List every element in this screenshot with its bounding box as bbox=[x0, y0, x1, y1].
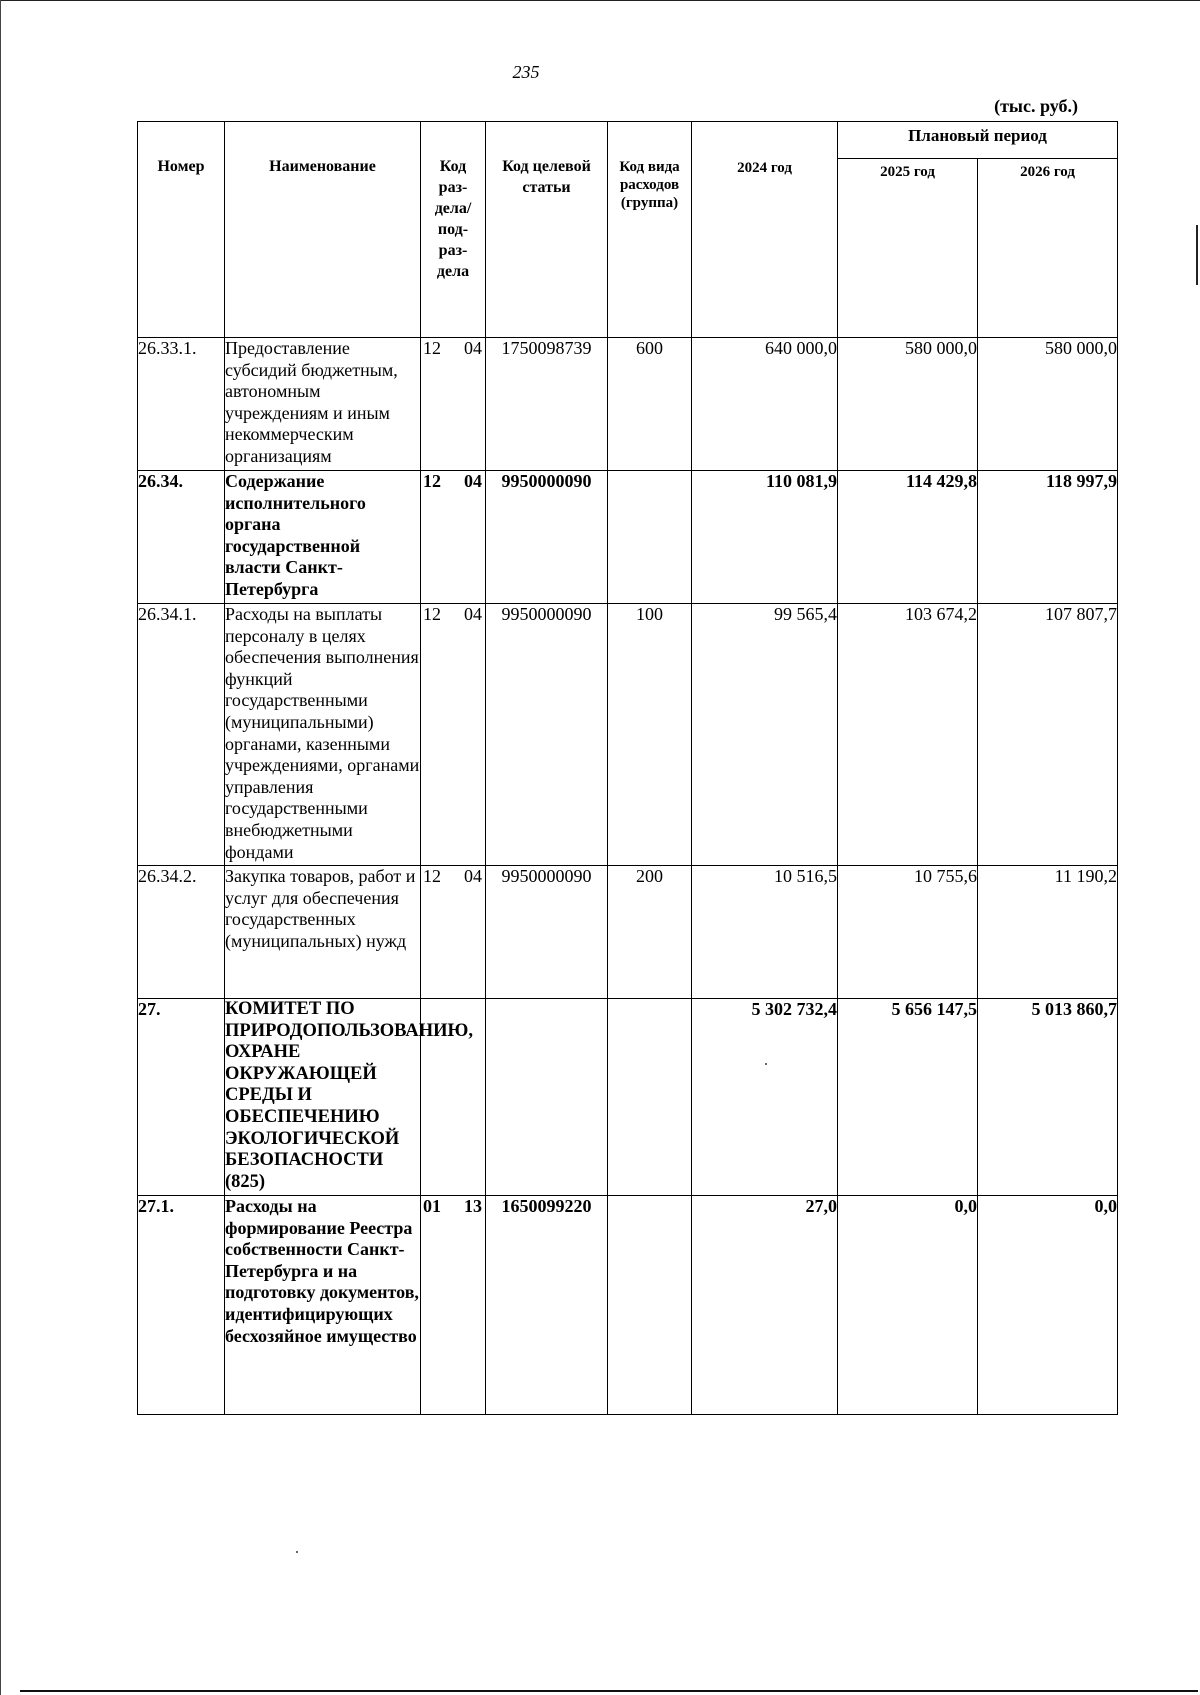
row-razdel: 12 bbox=[423, 866, 441, 886]
scan-right-mark bbox=[1196, 225, 1198, 285]
row-section-code bbox=[421, 471, 486, 604]
row-podrazdel: 04 bbox=[464, 338, 482, 358]
row-number: 27. bbox=[138, 999, 225, 1196]
row-value-2026: 580 000,0 bbox=[978, 338, 1118, 471]
row-razdel: 01 bbox=[423, 1196, 441, 1216]
scan-bottom-edge bbox=[20, 1690, 1198, 1692]
row-name: Закупка товаров, работ и услуг для обеспечения государственных (муниципальных) нужд bbox=[225, 866, 421, 999]
row-target-code bbox=[486, 999, 608, 1196]
row-razdel: 12 bbox=[423, 471, 441, 491]
row-razdel: 12 bbox=[423, 604, 441, 624]
header-2025: 2025 год bbox=[838, 159, 978, 338]
row-target-code: 1750098739 bbox=[486, 338, 608, 471]
row-value-2025: 114 429,8 bbox=[838, 471, 978, 604]
row-section-code bbox=[421, 1196, 486, 1415]
units-label: (тыс. руб.) bbox=[994, 96, 1078, 116]
row-podrazdel: 04 bbox=[464, 471, 482, 491]
scan-speck bbox=[296, 1551, 298, 1553]
row-name: Содержание исполнительного органа государственной власти Санкт-Петербурга bbox=[225, 471, 421, 604]
table-row bbox=[138, 338, 1118, 471]
row-value-2025: 10 755,6 bbox=[838, 866, 978, 999]
header-expense-type: Код вида расходов (группа) bbox=[608, 122, 692, 338]
row-target-code: 9950000090 bbox=[486, 471, 608, 604]
table-row bbox=[138, 471, 1118, 604]
header-number: Номер bbox=[138, 122, 225, 338]
row-name: Расходы на формирование Реестра собственности Санкт-Петербурга и на подготовку документов, идентифицирующих бесхозяйное имущество bbox=[225, 1196, 421, 1415]
page-number: 235 bbox=[512, 62, 540, 82]
row-value-2025: 103 674,2 bbox=[838, 604, 978, 866]
row-name: КОМИТЕТ ПО ПРИРОДОПОЛЬЗОВАНИЮ, ОХРАНЕ ОКРУЖАЮЩЕЙ СРЕДЫ И ОБЕСПЕЧЕНИЮ ЭКОЛОГИЧЕСКОЙ БЕЗОПАСНОСТИ (825) bbox=[225, 999, 421, 1196]
row-name: Предоставление субсидий бюджетным, автономным учреждениям и иным некоммерческим организациям bbox=[225, 338, 421, 471]
row-number: 26.34. bbox=[138, 471, 225, 604]
row-section-code bbox=[421, 866, 486, 999]
scan-speck bbox=[765, 1063, 767, 1065]
row-value-2026: 0,0 bbox=[978, 1196, 1118, 1415]
row-expense-type bbox=[608, 471, 692, 604]
row-value-2026: 5 013 860,7 bbox=[978, 999, 1118, 1196]
header-2026: 2026 год bbox=[978, 159, 1118, 338]
row-value-2024: 27,0 bbox=[692, 1196, 838, 1415]
row-section-code bbox=[421, 604, 486, 866]
row-number: 26.34.2. bbox=[138, 866, 225, 999]
row-value-2024: 10 516,5 bbox=[692, 866, 838, 999]
row-name: Расходы на выплаты персоналу в целях обеспечения выполнения функций государственными (муниципальными) органами, казенными учреждениями, органами управления государственными внебюджетными фондами bbox=[225, 604, 421, 866]
row-razdel: 12 bbox=[423, 338, 441, 358]
row-expense-type: 600 bbox=[608, 338, 692, 471]
row-target-code: 1650099220 bbox=[486, 1196, 608, 1415]
table-row bbox=[138, 999, 1118, 1196]
row-expense-type: 200 bbox=[608, 866, 692, 999]
row-value-2026: 107 807,7 bbox=[978, 604, 1118, 866]
row-value-2025: 580 000,0 bbox=[838, 338, 978, 471]
row-number: 26.33.1. bbox=[138, 338, 225, 471]
row-number: 27.1. bbox=[138, 1196, 225, 1415]
row-expense-type bbox=[608, 1196, 692, 1415]
row-expense-type bbox=[608, 999, 692, 1196]
row-podrazdel: 04 bbox=[464, 866, 482, 886]
row-target-code: 9950000090 bbox=[486, 604, 608, 866]
row-value-2024: 640 000,0 bbox=[692, 338, 838, 471]
row-podrazdel: 13 bbox=[464, 1196, 482, 1216]
row-number: 26.34.1. bbox=[138, 604, 225, 866]
header-target-code: Код целевой статьи bbox=[486, 122, 608, 338]
budget-table bbox=[137, 121, 1118, 1415]
table-row bbox=[138, 604, 1118, 866]
header-planned-period: Плановый период bbox=[838, 122, 1118, 159]
scan-top-edge bbox=[0, 0, 1200, 1]
table-row bbox=[138, 1196, 1118, 1415]
row-podrazdel: 04 bbox=[464, 604, 482, 624]
row-value-2025: 5 656 147,5 bbox=[838, 999, 978, 1196]
header-2024: 2024 год bbox=[692, 122, 838, 338]
scan-left-edge bbox=[0, 0, 1, 1695]
table-row bbox=[138, 866, 1118, 999]
row-target-code: 9950000090 bbox=[486, 866, 608, 999]
row-value-2026: 118 997,9 bbox=[978, 471, 1118, 604]
row-value-2026: 11 190,2 bbox=[978, 866, 1118, 999]
row-value-2024: 99 565,4 bbox=[692, 604, 838, 866]
header-name: Наименование bbox=[225, 122, 421, 338]
row-value-2024: 110 081,9 bbox=[692, 471, 838, 604]
row-expense-type: 100 bbox=[608, 604, 692, 866]
row-section-code bbox=[421, 338, 486, 471]
header-row bbox=[138, 122, 1118, 159]
row-value-2025: 0,0 bbox=[838, 1196, 978, 1415]
row-value-2024: 5 302 732,4 bbox=[692, 999, 838, 1196]
header-section-code: Код раз-дела/ под-раз-дела bbox=[421, 122, 486, 338]
